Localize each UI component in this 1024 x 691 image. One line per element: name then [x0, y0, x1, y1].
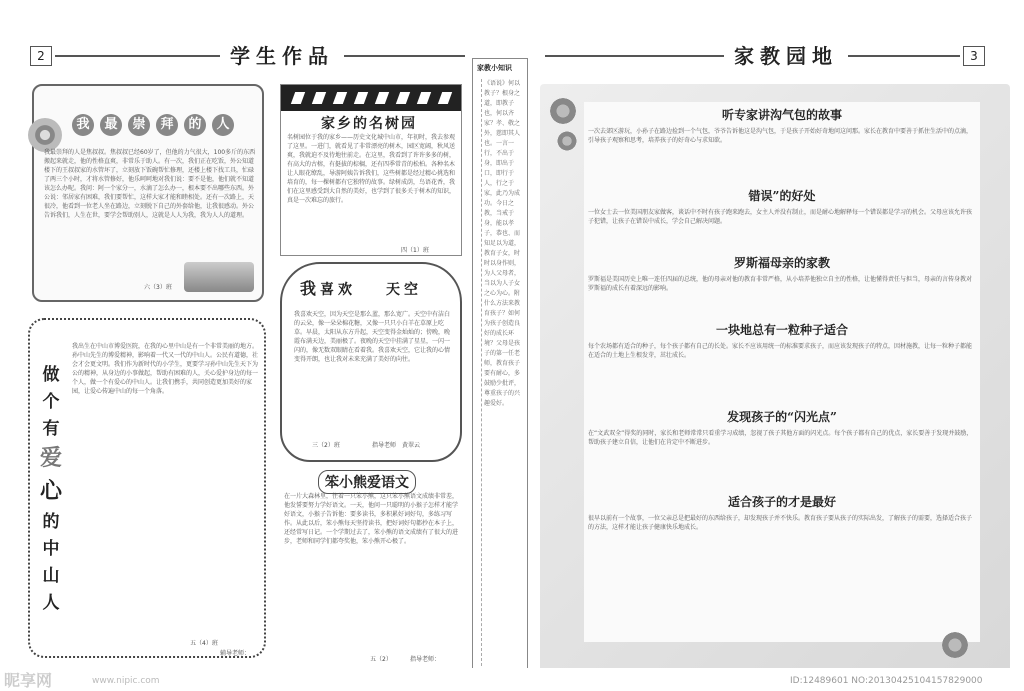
hero-title-char: 最: [100, 114, 122, 136]
bear-teacher: 指导老师：: [410, 656, 441, 663]
left-page-header: 学生作品: [220, 40, 344, 69]
right-content-panel: [584, 102, 980, 642]
article-body: 在“文武双全”得奖的同时，家长和老师常常只看重学习成绩，忽视了孩子其他方面的闪光点。每个孩子都有自己的优点，家长要善于发现并鼓励，帮助孩子建立自信，让他们在肯定中不断进步。: [588, 430, 973, 446]
article-body: 一位女士去一位美国朋友家做客，谈话中不时有孩子跑来跑去，女主人并没有制止，而是耐心地解释每一个错误都是学习的机会。父母应该允许孩子犯错，让孩子在错误中成长，学会自己解决问题。: [588, 209, 973, 225]
hometown-section: [280, 84, 462, 256]
zhongshan-title-char: 有: [42, 419, 60, 439]
sky-title: [300, 276, 418, 299]
flower-decoration-icon: [940, 630, 970, 660]
zhongshan-title-char: 做: [42, 365, 60, 385]
sky-body: 我喜欢天空，因为天空是那么蓝，那么宽广。天空中有洁白的云朵，像一朵朵棉花糖，又像一只只小白羊在草原上吃草。早晨，太阳从东方升起，天空变得金灿灿的；傍晚，晚霞布满天边，美丽极了。夜晚的天空中挂满了星星，一闪一闪的，像无数双眼睛在看着我。我喜欢天空，它让我的心情变得开朗，也让我对未来充满了美好的向往。: [294, 311, 450, 363]
left-page-number: 2: [30, 46, 52, 66]
bear-section: [280, 470, 462, 668]
article-title: 听专家讲沟气包的故事: [721, 108, 842, 122]
article-title: 适合孩子的才是最好: [727, 495, 836, 509]
hometown-title: 家乡的名树园: [321, 116, 417, 132]
hometown-signature: 四（1）班: [401, 247, 429, 254]
article-list: [588, 106, 976, 554]
zhongshan-title-char: 山: [42, 566, 60, 586]
zhongshan-title-char: 心: [39, 478, 62, 504]
middle-column-header: 家教小知识: [477, 63, 512, 72]
right-page-header: 家教园地: [724, 40, 848, 69]
sky-title-char: 喜: [320, 282, 335, 298]
students-illustration-icon: [184, 262, 254, 292]
bear-title: 笨小熊爱语文: [318, 470, 416, 494]
article: [588, 254, 976, 315]
sky-section: [280, 262, 462, 462]
zhongshan-teacher: 辅导老师：: [220, 650, 251, 657]
watermark-url: www.nipic.com: [92, 676, 160, 686]
zhongshan-title-char: 爱: [39, 445, 62, 471]
filmstrip-decoration-icon: [281, 85, 461, 111]
sky-title-char: 欢: [338, 282, 353, 298]
zhongshan-title-char: 人: [42, 593, 60, 613]
article-body: 很早以前有一个故事，一位父亲总是把最好的东西给孩子，却发现孩子并不快乐。教育孩子要从孩子的实际出发，了解孩子的需要，选择适合孩子的方法，这样才能让孩子健康快乐地成长。: [588, 515, 973, 531]
hero-signature: 六（3）班: [144, 284, 172, 291]
article-body: 罗斯福是美国历史上唯一连任四届的总统，他的母亲对他的教育非常严格，从小培养他独立自主的性格，让他懂得责任与担当，母亲的言传身教对罗斯福的成长有着深远的影响。: [588, 276, 973, 292]
flower-decoration-icon: [556, 130, 578, 152]
image-id: ID:12489601 NO:20130425104157829000: [790, 676, 983, 686]
zhongshan-body: 我出生在中山市博爱医院，在我的心里中山是有一个非常美丽的地方。孙中山先生的博爱精神，影响着一代又一代的中山人。公民有道德，社会才会更文明。我们作为新时代的小学生，更要学习孙中山先生天下为公的精神，从身边的小事做起，帮助有困难的人，关心爱护身边的每一个人，做一个有爱心的中山人。让我们携手，共同创造更加美好的家园，让爱心传遍中山的每一个角落。: [72, 343, 258, 395]
bear-body: 在一片大森林里，住着一只笨小熊，这只笨小熊语文成绩非常差，他发誓要努力学好语文。一天，他问一只聪明的小猴子怎样才能学好语文，小猴子告诉他：要多读书，多积累好词好句，多练习写作。从此以后，笨小熊每天坚持读书，把好词好句都抄在本子上，还经常写日记。一个学期过去了，笨小熊的语文成绩有了很大的进步，老师和同学们都夸奖他，笨小熊开心极了。: [284, 493, 458, 545]
article: [588, 187, 976, 248]
sky-teacher: 指导老师 黄翠云: [372, 442, 421, 449]
hero-title-char: 的: [184, 114, 206, 136]
middle-column: [472, 58, 528, 678]
hero-title-char: 崇: [128, 114, 150, 136]
article: [588, 106, 976, 181]
right-page-number: 3: [963, 46, 985, 66]
zhongshan-title-char: 的: [42, 512, 60, 532]
article: [588, 408, 976, 487]
article-body: 一次去郊区游玩，小孙子在路边捡到一个气包，爷爷告诉他这是沟气包，于是孩子开始好奇地问这问那。家长在教育中要善于抓住生活中的点滴，引导孩子观察和思考，培养孩子的好奇心与求知欲。: [588, 128, 973, 144]
sky-title-char: 空: [404, 282, 419, 298]
article: [588, 493, 976, 554]
hero-title-char: 拜: [156, 114, 178, 136]
hero-title: [72, 114, 234, 136]
hero-section: [32, 84, 264, 302]
zhongshan-title-char: 个: [42, 392, 60, 412]
watermark-logo: 昵享网: [4, 671, 53, 690]
article-title: 错误”的好处: [748, 189, 816, 203]
flower-decoration-icon: [28, 118, 62, 152]
middle-column-body: 《语说》何以教子？根身之道，即教子也，何以齐家？孝、敬之外，慈即其人也。一言一行，不出于身，即出于口，即行于人，行之于家，此乃为成功。今日之教，当戒于身，能以孝子，恭也、而知足以为道，教育子女，时时以身作则，为人父母者，当以为人子女之心为心。附什么方法来教育孩子？如何为孩子创造良好的成长环境？父母是孩子的第一任老师，教育孩子要有耐心，多鼓励少批评，尊重孩子的兴趣爱好。: [481, 79, 521, 671]
zhongshan-signature: 五（4）班: [190, 640, 218, 647]
article: [588, 321, 976, 402]
article-title: 一块地总有一粒种子适合: [715, 323, 848, 337]
article-title: 罗斯福母亲的家教: [733, 256, 830, 270]
article-body: 每个农场都有适合的种子，每个孩子都有自己的长处。家长不应该用统一的标准要求孩子，而应该发现孩子的特点，因材施教，让每一粒种子都能在适合的土地上生根发芽，茁壮成长。: [588, 343, 973, 359]
sky-signature: 三（2）班: [312, 442, 340, 449]
zhongshan-section: [28, 318, 266, 658]
sky-title-char: 我: [300, 279, 317, 298]
hero-title-char: 我: [72, 114, 94, 136]
hero-title-char: 人: [212, 114, 234, 136]
zhongshan-title: [38, 360, 64, 613]
article-title: 发现孩子的“闪光点”: [727, 410, 837, 424]
hero-body: 我最崇拜的人是焦叔叔。焦叔叔已经60岁了，但他的力气很大，100多斤的东西搬起来就走，他的性格直爽，非常乐于助人。有一次，我们正在吃饭，外公知道楼下的王叔叔家的水管坏了，立刻放下饭碗帮忙修理，还楼上楼下找工具，忙碌了两三个小时，才将水管修好，他乐呵呵地对我们说：要不是他，他们就不知道该怎么办呢。我问：阿一个家分一，水滴了怎么办一，根本要不出哪些东西。外公说：邻居家有困难，我们要帮忙，这样大家才能和睦相处。还有一次路上，天很冷，他看到一位老人坐在路边，立刻脱下自己的外套给他，让我很感动。外公告诉我们，人生在世，要学会帮助别人，这就是人人为我，我为人人的道理。: [44, 149, 256, 219]
hometown-body: 名树园位于我的家乡——历史文化城中山市，年初时，我去参观了这里。一进门，就看见了非常漂亮的树木，园区宽阔，秋风送爽，我就迫不及待地往前走。在这里，我看到了许许多多的树，有高大的古榕，有挺拔的棕榈，还有四季常青的松柏。各种名木让人眼花缭乱，导游阿姨告诉我们，这些树都是经过精心挑选和培育的，每一棵树都有它独特的故事。绿树成荫，鸟语花香，我们在这里感受到大自然的美好，也学到了很多关于树木的知识，真是一次难忘的旅行。: [287, 134, 456, 204]
zhongshan-title-char: 中: [42, 539, 60, 559]
bear-signature: 五（2）: [370, 656, 392, 663]
sky-title-char: 天: [386, 282, 401, 298]
flower-decoration-icon: [548, 96, 578, 126]
